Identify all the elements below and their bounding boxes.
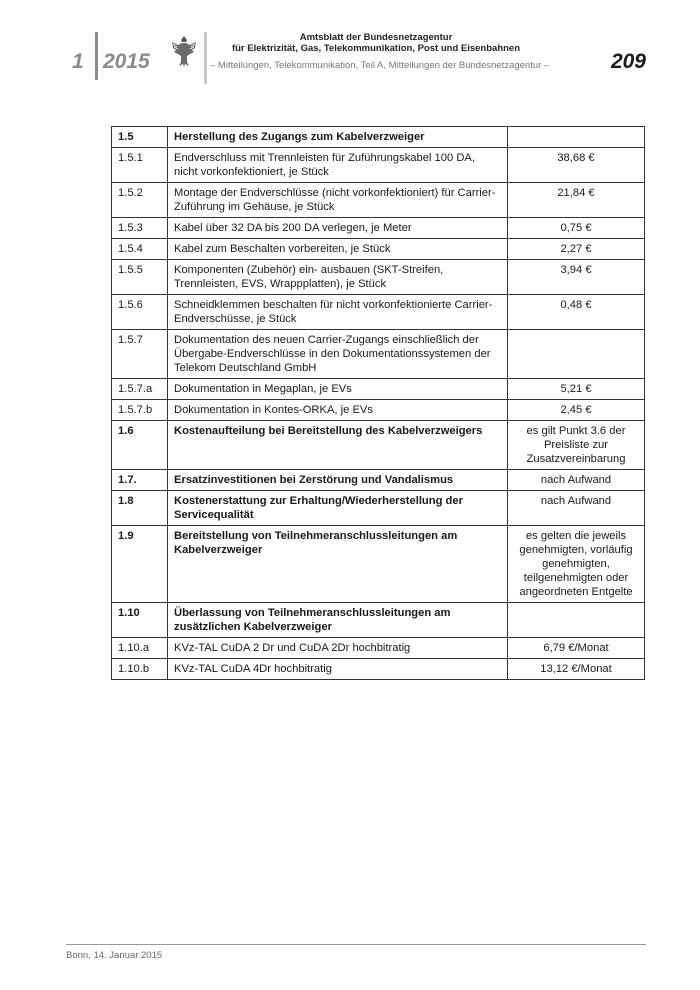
item-number: 1.5.7.b bbox=[112, 400, 168, 421]
item-number: 1.8 bbox=[112, 491, 168, 526]
table-row bbox=[112, 638, 645, 659]
journal-title-line2: für Elektrizität, Gas, Telekommunikation, Post und Eisenbahnen bbox=[231, 43, 521, 54]
journal-title-line1: Amtsblatt der Bundesnetzagentur bbox=[299, 32, 453, 43]
item-number: 1.9 bbox=[112, 526, 168, 603]
table-row bbox=[112, 400, 645, 421]
item-price: 0,48 € bbox=[508, 295, 645, 330]
item-number: 1.5.7 bbox=[112, 330, 168, 379]
item-number: 1.6 bbox=[112, 421, 168, 470]
item-description: Dokumentation des neuen Carrier-Zugangs einschließlich der Übergabe-Endverschlüsse in den Dokumentationssystemen der Telekom Deutschland GmbH bbox=[168, 330, 508, 379]
header-divider bbox=[95, 32, 98, 80]
item-price: 21,84 € bbox=[508, 183, 645, 218]
item-number: 1.5.2 bbox=[112, 183, 168, 218]
item-description: Kostenaufteilung bei Bereitstellung des Kabelverzweigers bbox=[168, 421, 508, 470]
item-number: 1.5 bbox=[112, 127, 168, 148]
item-price: nach Aufwand bbox=[508, 470, 645, 491]
table-row bbox=[112, 260, 645, 295]
table-row bbox=[112, 239, 645, 260]
footer-date: Bonn, 14. Januar 2015 bbox=[66, 950, 163, 961]
issue-number: 1 bbox=[72, 50, 84, 73]
item-description: Komponenten (Zubehör) ein- ausbauen (SKT-Streifen, Trennleisten, EVS, Wrappplatten), je Stück bbox=[168, 260, 508, 295]
journal-title bbox=[216, 32, 536, 54]
table-row bbox=[112, 183, 645, 218]
item-description: Überlassung von Teilnehmeranschlussleitungen am zusätzlichen Kabelverzweiger bbox=[168, 603, 508, 638]
header-divider-2 bbox=[204, 32, 207, 84]
item-number: 1.5.1 bbox=[112, 148, 168, 183]
price-table bbox=[111, 126, 645, 680]
item-price: 0,75 € bbox=[508, 218, 645, 239]
item-price: 38,68 € bbox=[508, 148, 645, 183]
item-price: es gilt Punkt 3.6 der Preisliste zur Zusatzvereinbarung bbox=[508, 421, 645, 470]
item-number: 1.5.5 bbox=[112, 260, 168, 295]
item-price: 2,27 € bbox=[508, 239, 645, 260]
table-row bbox=[112, 148, 645, 183]
item-description: Herstellung des Zugangs zum Kabelverzweiger bbox=[168, 127, 508, 148]
table-row bbox=[112, 330, 645, 379]
item-description: Kabel über 32 DA bis 200 DA verlegen, je Meter bbox=[168, 218, 508, 239]
item-price: 2,45 € bbox=[508, 400, 645, 421]
page-number: 209 bbox=[610, 50, 646, 73]
item-price: nach Aufwand bbox=[508, 491, 645, 526]
table-row bbox=[112, 603, 645, 638]
item-number: 1.5.3 bbox=[112, 218, 168, 239]
table-row bbox=[112, 491, 645, 526]
item-number: 1.5.4 bbox=[112, 239, 168, 260]
item-price: 13,12 €/Monat bbox=[508, 659, 645, 680]
item-price: 6,79 €/Monat bbox=[508, 638, 645, 659]
item-description: Montage der Endverschlüsse (nicht vorkonfektioniert) für Carrier-Zuführung im Gehäuse, je Stück bbox=[168, 183, 508, 218]
table-row bbox=[112, 659, 645, 680]
item-price bbox=[508, 603, 645, 638]
federal-eagle-icon bbox=[170, 34, 198, 68]
item-price: 5,21 € bbox=[508, 379, 645, 400]
item-number: 1.5.6 bbox=[112, 295, 168, 330]
item-description: KVz-TAL CuDA 2 Dr und CuDA 2Dr hochbitratig bbox=[168, 638, 508, 659]
item-number: 1.5.7.a bbox=[112, 379, 168, 400]
item-description: Bereitstellung von Teilnehmeranschlussleitungen am Kabelverzweiger bbox=[168, 526, 508, 603]
item-price bbox=[508, 127, 645, 148]
item-number: 1.10.b bbox=[112, 659, 168, 680]
item-price bbox=[508, 330, 645, 379]
item-description: Ersatzinvestitionen bei Zerstörung und Vandalismus bbox=[168, 470, 508, 491]
item-description: KVz-TAL CuDA 4Dr hochbitratig bbox=[168, 659, 508, 680]
item-description: Kostenerstattung zur Erhaltung/Wiederherstellung der Servicequalität bbox=[168, 491, 508, 526]
item-number: 1.10.a bbox=[112, 638, 168, 659]
issue-year: 2015 bbox=[103, 50, 150, 73]
table-row bbox=[112, 470, 645, 491]
table-row bbox=[112, 526, 645, 603]
table-row bbox=[112, 295, 645, 330]
item-price: 3,94 € bbox=[508, 260, 645, 295]
item-description: Endverschluss mit Trennleisten für Zuführungskabel 100 DA, nicht vorkonfektioniert, je Stück bbox=[168, 148, 508, 183]
journal-subtitle: – Mitteilungen, Telekommunikation, Teil A, Mitteilungen der Bundesnetzagentur – bbox=[210, 60, 550, 71]
footer-divider bbox=[66, 944, 646, 945]
item-description: Schneidklemmen beschalten für nicht vorkonfektionierte Carrier-Endverschüsse, je Stück bbox=[168, 295, 508, 330]
item-number: 1.10 bbox=[112, 603, 168, 638]
table-row bbox=[112, 421, 645, 470]
item-description: Dokumentation in Kontes-ORKA, je EVs bbox=[168, 400, 508, 421]
item-number: 1.7. bbox=[112, 470, 168, 491]
table-row bbox=[112, 127, 645, 148]
table-row bbox=[112, 379, 645, 400]
item-description: Kabel zum Beschalten vorbereiten, je Stück bbox=[168, 239, 508, 260]
item-price: es gelten die jeweils genehmigten, vorläufig genehmigten, teilgenehmigten oder angeordneten Entgelte bbox=[508, 526, 645, 603]
item-description: Dokumentation in Megaplan, je EVs bbox=[168, 379, 508, 400]
table-row bbox=[112, 218, 645, 239]
